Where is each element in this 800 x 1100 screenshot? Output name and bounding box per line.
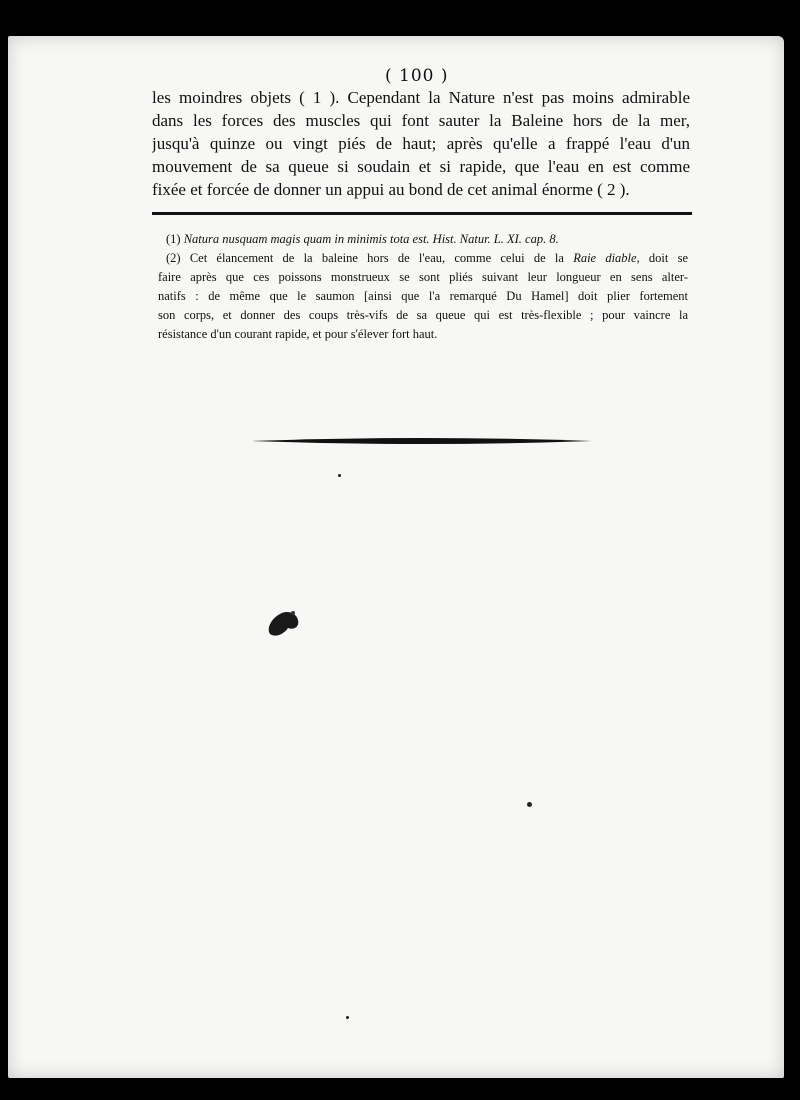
footnote-2-line-1 (158, 249, 688, 268)
footnote-2-line-1-before: Cet élancement de la baleine hors de l'eau, comme celui de la (189, 251, 564, 265)
scan-border-top (0, 0, 800, 40)
footnote-separator-rule (152, 212, 692, 215)
footnote-1-marker: (1) (166, 232, 181, 246)
footnote-1 (158, 230, 688, 249)
page-number: ( 100 ) (385, 66, 449, 86)
footnote-2-line-4: son corps, et donner des coups très-vifs de sa queue qui est très-flexible ; pour vaincre la (158, 308, 688, 322)
body-line-1: les moindres objets ( 1 ). Cependant la Nature n'est pas moins admirable (152, 88, 690, 107)
footnote-2-line-3: natifs : de même que le saumon [ainsi que l'a remarqué Du Hamel] doit plier fortement (158, 289, 688, 303)
footnotes-block (158, 230, 688, 344)
footnote-2-italic-term: Raie diable (573, 251, 637, 265)
footnote-2-line-1-after: , doit se (636, 251, 688, 265)
ink-speck (338, 474, 341, 477)
main-text-block (152, 86, 690, 201)
footnote-2-line-2: faire après que ces poissons monstrueux se sont pliés suivant leur longueur en sens alter- (158, 270, 688, 284)
ink-blot (262, 604, 302, 640)
ink-speck (346, 1016, 349, 1019)
body-line-3: jusqu'à quinze ou vingt piés de haut; après qu'elle a frappé l'eau d'un (152, 134, 690, 153)
body-line-5: fixée et forcée de donner un appui au bond de cet animal énorme ( 2 ). (152, 180, 630, 199)
ink-speck (527, 802, 532, 807)
footnote-2-line-5: résistance d'un courant rapide, et pour s'élever fort haut. (158, 327, 438, 341)
footnote-2-marker: (2) (166, 251, 181, 265)
body-line-4: mouvement de sa queue si soudain et si rapide, que l'eau en est comme (152, 157, 690, 176)
footnote-1-text: Natura nusquam magis quam in minimis tota est. Hist. Natur. L. XI. cap. 8. (183, 232, 559, 246)
tail-ornament-rule (252, 436, 592, 446)
body-line-2: dans les forces des muscles qui font sauter la Baleine hors de la mer, (152, 111, 690, 130)
